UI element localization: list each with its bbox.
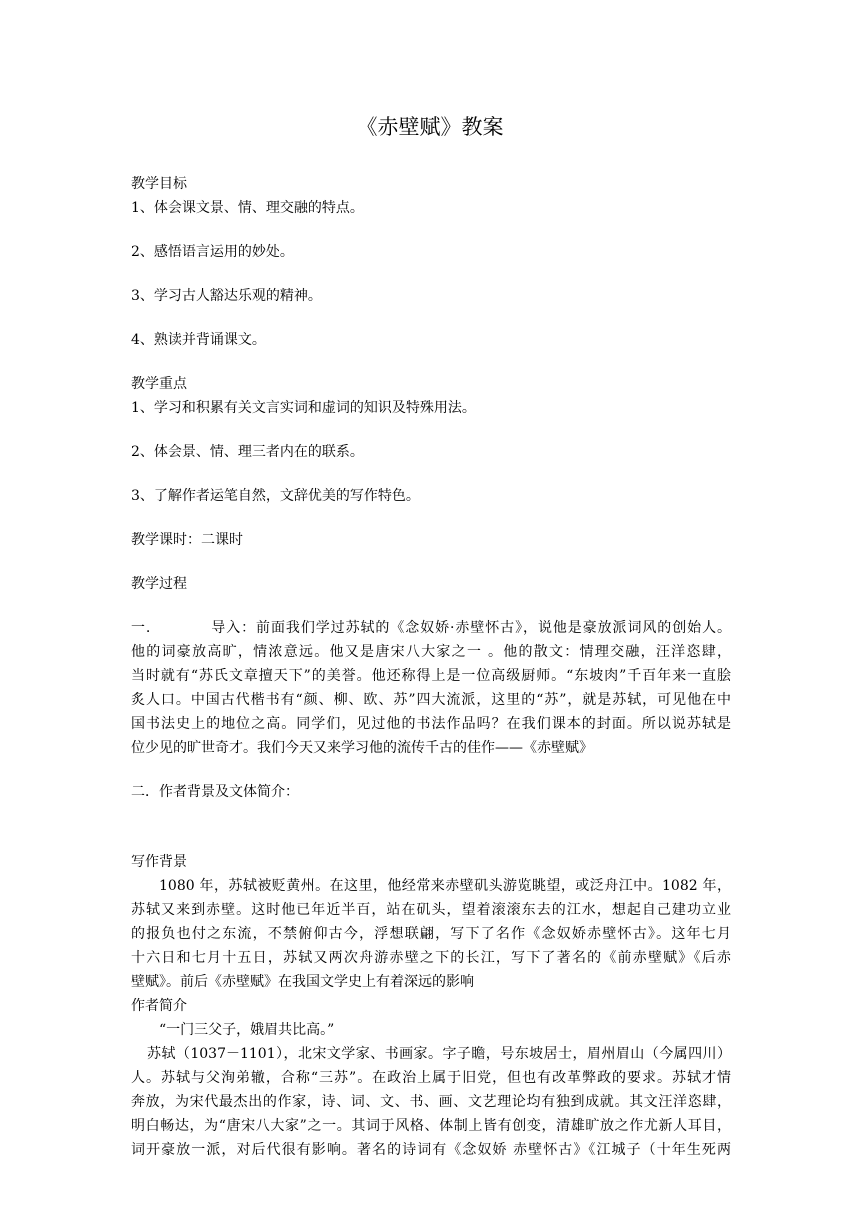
key-point-item: 1、学习和积累有关文言实词和虚词的知识及特殊用法。 (131, 400, 476, 416)
author-line: 人。苏轼与父洵弟辙，合称“三苏”。在政治上属于旧党，但也有改革弊政的要求。苏轼才情 (131, 1070, 731, 1086)
section-1-line: 国书法史上的地位之高。同学们，见过他的书法作品吗？在我们课本的封面。所以说苏轼是 (131, 716, 731, 732)
document-body (131, 172, 731, 1162)
author-quote: “一门三父子，娥眉共比高。” (159, 1022, 335, 1038)
section-1-line: 位少见的旷世奇才。我们今天又来学习他的流传千古的佳作——《赤壁赋》 (131, 740, 593, 756)
section-1-first-line (131, 616, 731, 640)
background-line: 的报负也付之东流，不禁俯仰古今，浮想联翩，写下了名作《念奴娇赤壁怀古》。这年七月 (131, 926, 731, 942)
section-2-heading: 二．作者背景及文体简介： (131, 784, 299, 800)
author-line: 奔放，为宋代最杰出的作家，诗、词、文、书、画、文艺理论均有独到成就。其文汪洋恣肆， (131, 1094, 731, 1110)
section-1-line: 他的词豪放高旷，情浓意远。他又是唐宋八大家之一 。他的散文：情理交融，汪洋恣肆， (131, 644, 731, 660)
teaching-hours: 教学课时：二课时 (131, 532, 243, 548)
background-line: 1080 年，苏轼被贬黄州。在这里，他经常来赤壁矶头游览眺望，或泛舟江中。1082 年， (159, 878, 731, 894)
author-line: 明白畅达，为“唐宋八大家”之一。其词于风格、体制上皆有创变，清雄旷放之作尤新人耳目， (131, 1118, 731, 1134)
section-1-line: 导入：前面我们学过苏轼的《念奴娇·赤壁怀古》，说他是豪放派词风的创始人。 (210, 620, 731, 636)
section-1-line: 炙人口。中国古代楷书有“颜、柳、欧、苏”四大流派，这里的“苏”，就是苏轼，可见他在中 (131, 692, 731, 708)
goal-item: 1、体会课文景、情、理交融的特点。 (131, 200, 364, 216)
section-1-line: 当时就有“苏氏文章擅天下”的美誉。他还称得上是一位高级厨师。“东坡肉”千百年来一直脍 (131, 668, 731, 684)
goal-item: 4、熟读并背诵课文。 (131, 332, 266, 348)
key-point-item: 3、了解作者运笔自然，文辞优美的写作特色。 (131, 488, 420, 504)
goal-item: 3、学习古人豁达乐观的精神。 (131, 288, 322, 304)
document-title: 《赤壁赋》教案 (356, 115, 504, 139)
author-heading: 作者简介 (131, 998, 187, 1014)
background-line: 十六日和七月十五日，苏轼又两次舟游赤壁之下的长江，写下了著名的《前赤壁赋》《后赤 (131, 950, 731, 966)
key-point-item: 2、体会景、情、理三者内在的联系。 (131, 444, 364, 460)
background-line: 苏轼又来到赤壁。这时他已年近半百，站在矶头，望着滚滚东去的江水，想起自己建功立业 (131, 902, 731, 918)
section-1-number: 一. (131, 620, 151, 636)
goal-item: 2、感悟语言运用的妙处。 (131, 244, 294, 260)
author-line: 苏轼（1037－1101），北宋文学家、书画家。字子瞻，号东坡居士，眉州眉山（今属四川） (147, 1046, 731, 1062)
background-heading: 写作背景 (131, 854, 187, 870)
author-line: 词开豪放一派，对后代很有影响。著名的诗词有《念奴娇 赤壁怀古》《江城子（十年生死两 (131, 1142, 731, 1158)
background-line: 壁赋》。前后《赤壁赋》在我国文学史上有着深远的影响 (131, 974, 474, 990)
key-points-heading: 教学重点 (131, 376, 187, 392)
process-heading: 教学过程 (131, 576, 187, 592)
goals-heading: 教学目标 (131, 176, 187, 192)
